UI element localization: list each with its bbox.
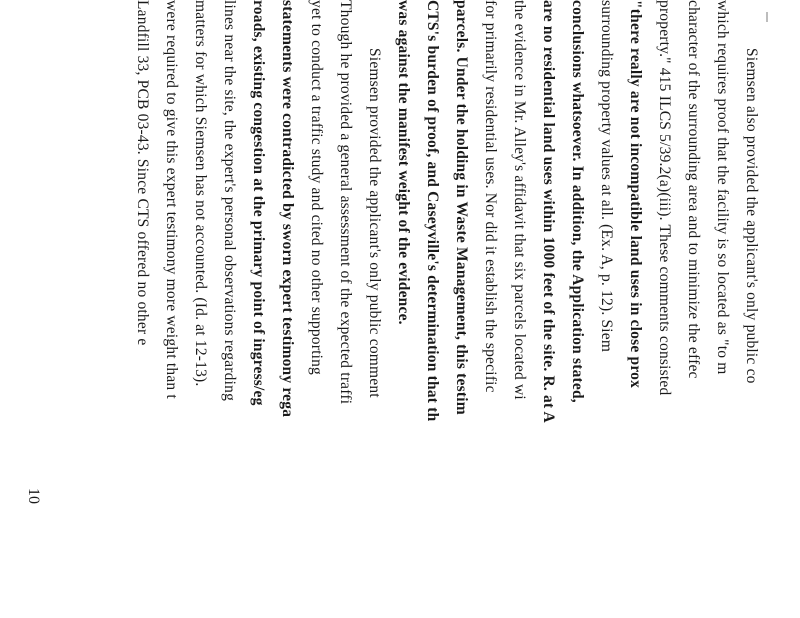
text-line-17: statements were contradicted by sworn expert testimony rega — [279, 0, 296, 418]
text-line-19: lines near the site, the expert's personal observations regarding — [221, 0, 238, 402]
text-line-9: the evidence in Mr. Alley's affidavit that six parcels located wi — [511, 0, 528, 400]
scan-speck — [766, 12, 768, 22]
text-line-4: property." 415 ILCS 5/39.2(a)(iii). These comments consisted — [656, 0, 673, 396]
text-line-21: were required to give this expert testimony more weight than t — [163, 0, 180, 399]
text-line-11: parcels. Under the holding in Waste Management, this testim — [453, 0, 470, 415]
text-line-7: conclusions whatsoever. In addition, the Application stated, — [569, 0, 586, 403]
text-line-5: "there really are not incompatible land uses in close prox — [627, 0, 644, 389]
text-line-12: CTS's burden of proof, and Caseyville's determination that th — [424, 0, 441, 422]
text-line-22: Landfill 33, PCB 03-43. Since CTS offered no other e — [134, 0, 151, 346]
text-line-15: Though he provided a general assessment of the expected traffi — [337, 0, 354, 405]
text-line-20: matters for which Siemsen has not accounted. (Id. at 12-13). — [192, 0, 209, 387]
text-line-3: character of the surrounding area and to minimize the effec — [685, 0, 702, 379]
rotated-text-block — [120, 0, 760, 618]
text-line-16: yet to conduct a traffic study and cited no other supporting — [308, 0, 325, 376]
text-line-8: are no residential land uses within 1000 feet of the site. R. at A — [540, 0, 557, 423]
page-number: 10 — [25, 488, 42, 504]
text-line-13: was against the manifest weight of the evidence. — [395, 0, 412, 325]
text-line-14: Siemsen provided the applicant's only public comment — [366, 48, 383, 398]
text-line-2: which requires proof that the facility is so located as "to m — [714, 0, 731, 375]
text-line-6: surrounding property values at all. (Ex. A, p. 12). Siem — [598, 0, 615, 353]
text-line-10: for primarily residential uses. Nor did it establish the specific — [482, 0, 499, 393]
text-line-18: roads, existing congestion at the primary point of ingress/eg — [250, 0, 267, 406]
text-line-1: Siemsen also provided the applicant's only public co — [743, 48, 760, 384]
